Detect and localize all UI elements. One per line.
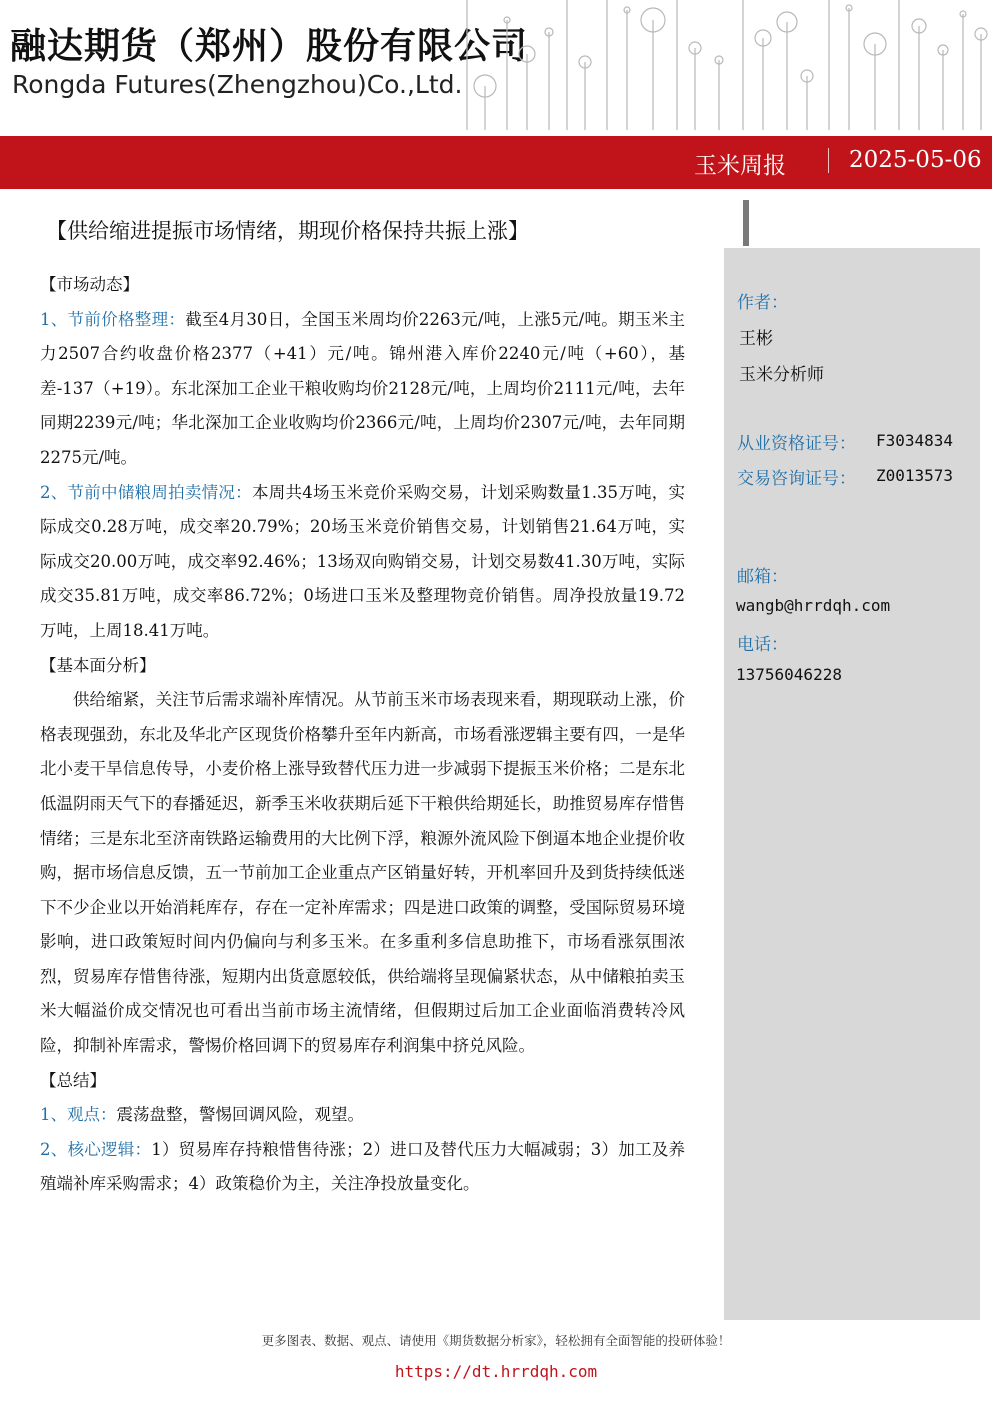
accent-bar — [743, 200, 749, 246]
company-name-cn: 融达期货（郑州）股份有限公司 — [10, 26, 529, 67]
phone-label: 电话： — [737, 635, 788, 655]
report-banner — [0, 136, 992, 189]
market-item-2-text: 本周共4场玉米竞价采购交易，计划采购数量1.35万吨，实际成交0.28万吨，成交率20.79%；20场玉米竞价销售交易，计划销售21.64万吨，实际成交20.00万吨，成交率92.46%；13场双向购销交易，计划交易数41.30万吨，实际成交35.81万吨，成交率86.72%；0场进口玉米及整理物竞价销售。周净投放量19.72万吨，上周18.41万吨。 — [40, 482, 685, 640]
market-item-1-label: 1、节前价格整理： — [40, 309, 186, 329]
summary-item-1-text: 震荡盘整，警惕回调风险，观望。 — [116, 1105, 364, 1125]
market-item-2 — [40, 476, 685, 649]
market-section-title: 【市场动态】 — [40, 275, 139, 294]
phone-value: 13756046228 — [736, 665, 842, 684]
summary-item-1-label: 1、观点： — [40, 1105, 117, 1125]
author-title: 玉米分析师 — [739, 365, 824, 385]
fundamental-section-title: 【基本面分析】 — [40, 655, 156, 675]
market-item-1-text: 截至4月30日，全国玉米周均价2263元/吨，上涨5元/吨。期玉米主力2507合约收盘价格2377（+41）元/吨。锦州港入库价2240元/吨（+60），基差-137（+19）。东北深加工企业干粮收购均价2128元/吨，上周均价2111元/吨，去年同期2239元/吨；华北深加工企业收购均价2366元/吨，上周均价2307元/吨，去年同期2275元/吨。 — [40, 309, 685, 467]
cert-label: 从业资格证号： — [737, 434, 856, 454]
fundamental-text: 供给缩紧，关注节后需求端补库情况。从节前玉米市场表现来看，期现联动上涨，价格表现强劲，东北及华北产区现货价格攀升至年内新高，市场看涨逻辑主要有四，一是华北小麦干旱信息传导，小麦价格上涨导致替代压力进一步减弱下提振玉米价格；二是东北低温阴雨天气下的春播延迟，新季玉米收获期后延下干粮供给期延长，助推贸易库存惜售情绪；三是东北至济南铁路运输费用的大比例下浮，粮源外流风险下倒逼本地企业提价收购，据市场信息反馈，五一节前加工企业重点产区销量好转，开机率回升及到货持续低迷下不少企业以开始消耗库存，存在一定补库需求；四是进口政策的调整，受国际贸易环境影响，进口政策短时间内仍偏向与利多玉米。在多重利多信息助推下，市场看涨氛围浓烈，贸易库存惜售待涨，短期内出货意愿较低，供给端将呈现偏紧状态，从中储粮拍卖玉米大幅溢价成交情况也可看出当前市场主流情绪，但假期过后加工企业面临消费转冷风险，抑制补库需求，警惕价格回调下的贸易库存利润集中挤兑风险。 — [40, 690, 685, 1056]
footer-promo: 更多图表、数据、观点、请使用《期货数据分析家》，轻松拥有全面智能的投研体验！ — [261, 1333, 731, 1348]
email-label: 邮箱： — [737, 567, 788, 587]
summary-item-2 — [40, 1133, 685, 1202]
report-headline: 【供给缩进提振市场情绪，期现价格保持共振上涨】 — [46, 219, 529, 243]
footer-link[interactable]: https://dt.hrrdqh.com — [394, 1362, 598, 1381]
market-item-1 — [40, 303, 685, 476]
header-decoration — [457, 0, 992, 130]
consult-label: 交易咨询证号： — [737, 469, 856, 489]
summary-section-title: 【总结】 — [40, 1070, 106, 1090]
author-name: 王彬 — [739, 329, 773, 349]
market-item-2-label: 2、节前中储粮周拍卖情况： — [40, 482, 252, 502]
report-body — [40, 268, 685, 1202]
cert-value: F3034834 — [876, 431, 954, 450]
report-date: 2025-05-06 — [849, 147, 982, 173]
summary-item-1 — [40, 1098, 685, 1133]
company-name-en: Rongda Futures(Zhengzhou)Co.,Ltd. — [12, 70, 463, 99]
banner-divider — [828, 148, 829, 173]
summary-item-2-text: 1）贸易库存持粮惜售待涨；2）进口及替代压力大幅减弱；3）加工及养殖端补库采购需求；4）政策稳价为主，关注净投放量变化。 — [40, 1139, 685, 1194]
summary-item-2-label: 2、核心逻辑： — [40, 1139, 152, 1159]
email-value[interactable]: wangb@hrrdqh.com — [736, 596, 891, 615]
consult-value: Z0013573 — [876, 466, 954, 485]
author-label: 作者： — [737, 293, 788, 313]
author-sidebar — [724, 248, 980, 1320]
report-type: 玉米周报 — [694, 153, 786, 179]
